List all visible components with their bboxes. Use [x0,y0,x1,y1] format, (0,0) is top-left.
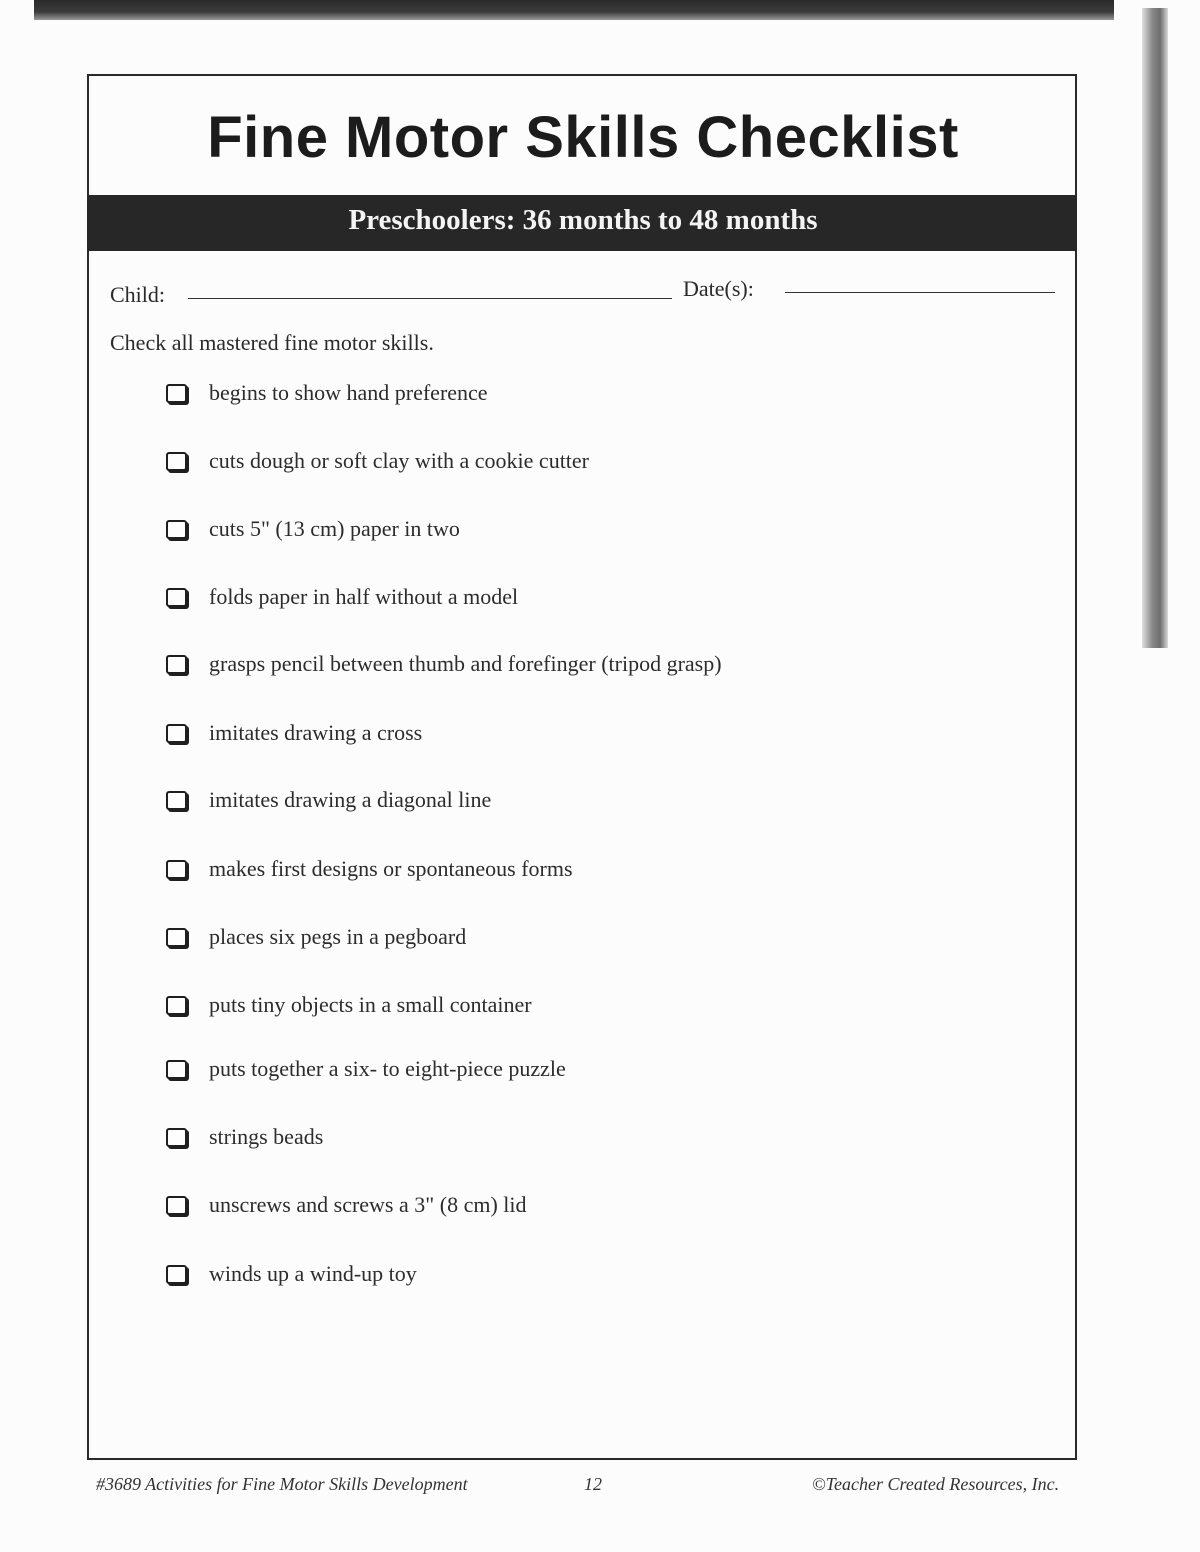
checklist-item-label: makes first designs or spontaneous forms [209,856,573,881]
checklist-item[interactable] [166,577,518,617]
checklist-item-label: puts tiny objects in a small container [209,992,532,1017]
checkbox[interactable] [166,791,187,810]
checkbox[interactable] [166,860,187,879]
checklist-item[interactable] [166,373,488,413]
checklist-item[interactable] [166,849,573,889]
checkbox[interactable] [166,724,187,743]
checkbox[interactable] [166,1196,187,1215]
checkbox[interactable] [166,384,187,403]
scan-shadow-top [34,0,1114,20]
checkbox[interactable] [166,655,187,674]
checklist-item[interactable] [166,1254,417,1294]
checklist-item[interactable] [166,1049,566,1089]
checkbox[interactable] [166,588,187,607]
footer-book-title: #3689 Activities for Fine Motor Skills Development [96,1474,468,1494]
footer-page-number: 12 [584,1474,602,1494]
checklist-item-label: imitates drawing a cross [209,720,423,745]
checklist-item-label: strings beads [209,1124,324,1149]
checklist-item-label: folds paper in half without a model [209,584,519,609]
checklist-item[interactable] [166,780,491,820]
checkbox[interactable] [166,452,187,471]
instructions: Check all mastered fine motor skills. [110,330,434,355]
date-label: Date(s): [683,276,754,301]
checklist-item[interactable] [166,985,532,1025]
checklist-item[interactable] [166,1185,527,1225]
child-name-line[interactable] [188,298,672,299]
checklist-item-label: cuts 5" (13 cm) paper in two [209,516,460,541]
date-line[interactable] [785,292,1055,293]
checklist-item[interactable] [166,441,589,481]
checklist-item-label: grasps pencil between thumb and forefinger (tripod grasp) [209,651,722,676]
checklist-item-label: cuts dough or soft clay with a cookie cutter [209,448,590,473]
child-label: Child: [110,282,166,307]
checklist-item[interactable] [166,644,722,684]
checklist-item-label: imitates drawing a diagonal line [209,787,492,812]
checkbox[interactable] [166,928,187,947]
checklist-item-label: unscrews and screws a 3" (8 cm) lid [209,1192,527,1217]
checkbox[interactable] [166,1265,187,1284]
age-band-label: Preschoolers: 36 months to 48 months [348,204,818,236]
checkbox[interactable] [166,520,187,539]
checklist-item[interactable] [166,509,460,549]
page-title: Fine Motor Skills Checklist [207,105,959,170]
checkbox[interactable] [166,996,187,1015]
checklist-item-label: winds up a wind-up toy [209,1261,417,1286]
checkbox[interactable] [166,1060,187,1079]
checklist-item-label: puts together a six- to eight-piece puzzle [209,1056,566,1081]
checklist-item[interactable] [166,713,422,753]
footer-copyright: ©Teacher Created Resources, Inc. [812,1474,1060,1494]
page-border [87,74,1077,1460]
checklist-item[interactable] [166,1117,323,1157]
checklist-item[interactable] [166,917,466,957]
checklist-item-label: begins to show hand preference [209,380,488,405]
checklist-item-label: places six pegs in a pegboard [209,924,467,949]
checkbox[interactable] [166,1128,187,1147]
